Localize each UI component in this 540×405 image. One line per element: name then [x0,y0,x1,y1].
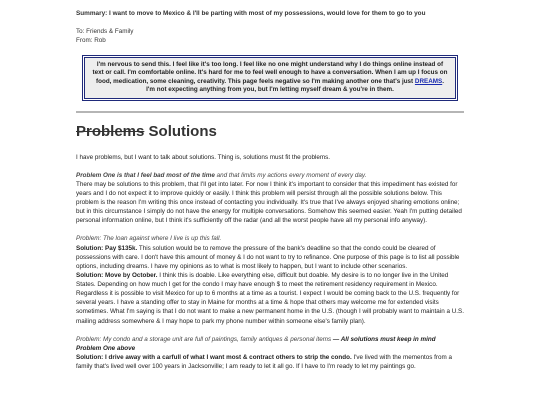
solution-move-text: I think this is doable. Like everything else, difficult but doable. My desire is to no longer live in the United States. Depending on how much I get for the condo I may have enough $ to meet the retirement residency requirement in Mexico. Regardless it is possible to visit Mexico for up to 6 months at a time as a tourist. I expect I would be coming back to the U.S. frequently for several years. I have a standing offer to stay in Maine for months at a time & hope that others may welcome me for extended visits sometimes. What I'm saying is that I do not want to make a new permanent home in the U.S. (though I will probably want to maintain a U.S. mailing address somewhere & I may hope to park my phone number within someone else's family plan). [76,271,464,325]
notice-text-before: I'm nervous to send this. I feel like it's too long. I feel like no one might understand why I do things online instead of text or call. I'm comfortable online. It's hard for me to feel well enough to have a conversation. When I am up I focus on food, medication, some cleaning, creativity. This page feels negative so I'm making another one that's just [92,60,448,85]
problem-condo-section [76,335,464,372]
problem-condo-title [76,335,464,344]
intro-paragraph: I have problems, but I want to talk about solutions. Thing is, solutions must fit the problems. [76,153,330,161]
notice-box [82,55,458,101]
email-summary: Summary: I want to move to Mexico & I'll be parting with most of my possessions, would love for them to go to you [76,10,426,17]
solution-move [76,271,464,326]
problem-one-title [76,171,464,180]
notice-text [84,57,456,99]
problem-condo-title-italic: Problem: My condo and a storage unit are full of paintings, family antiques & personal items [76,335,332,343]
solution-drive [76,353,464,371]
dreams-link[interactable]: DREAMS [414,77,443,85]
solution-pay-label: Solution: Pay $135k. [76,244,138,252]
problem-loan-title: Problem: The loan against where I live is up this fall. [76,235,222,243]
solution-pay [76,244,464,271]
problem-one-body: There may be solutions to this problem, that I'll get into later. For now I think it's important to consider that this impediment has existed for years and I do not expect it to improve quickly or easily. I think this problem will persist through all the possible solutions below. This problem is the reason I'm writing this once instead of contacting you individually. It's true that I've always enjoyed sharing emotions online; but in this circumstance I simply do not have the energy for multiple conversations. Somehow this seemed easier. Yeah I'm putting detailed personal information online, but I think it's sufficiently off the radar (and all the worst people have all my personal info anyway). [76,180,462,225]
solution-drive-text: I've lived with the mementos from a family that's lived well over 100 years in Jacksonville; I am ready to let it all go. If I have to I'm ready to let my paintings go. [76,353,452,371]
email-from: From: Rob [76,37,106,45]
solution-pay-text: This solution would be to remove the pressure of the bank's deadline so that the condo could be cleared of possessions with care. I don't have this amount of money & I do not want to try to refinance. One purpose of this page is to list all possible options, including dreams. I have my opinions as to what is most likely to happen, but I want to include other scenarios. [76,244,460,270]
notice-text-after: . I'm not expecting anything from you, but I'm letting myself dream & you're in them. [146,77,444,94]
problem-loan-section [76,234,464,325]
page-title-struck: Problems [76,122,145,140]
solution-move-label: Solution: Move by October. [76,271,158,279]
email-to: To: Friends & Family [76,28,134,36]
solution-drive-label: Solution: I drive away with a carfull of what I want most & contract others to strip the condo. [76,353,352,361]
section-divider [76,111,464,113]
problem-one-section [76,171,464,226]
problem-condo-title-bold: — All solutions must keep in mind [331,335,436,343]
problem-one-title-bold: Problem One is that I feel bad most of the time [76,171,215,179]
page-title [76,123,464,141]
problem-condo-subtitle: Problem One above [76,344,136,352]
problem-one-title-rest: and that limits my actions every moment of every day. [214,171,367,179]
page-title-rest: Solutions [144,122,217,140]
